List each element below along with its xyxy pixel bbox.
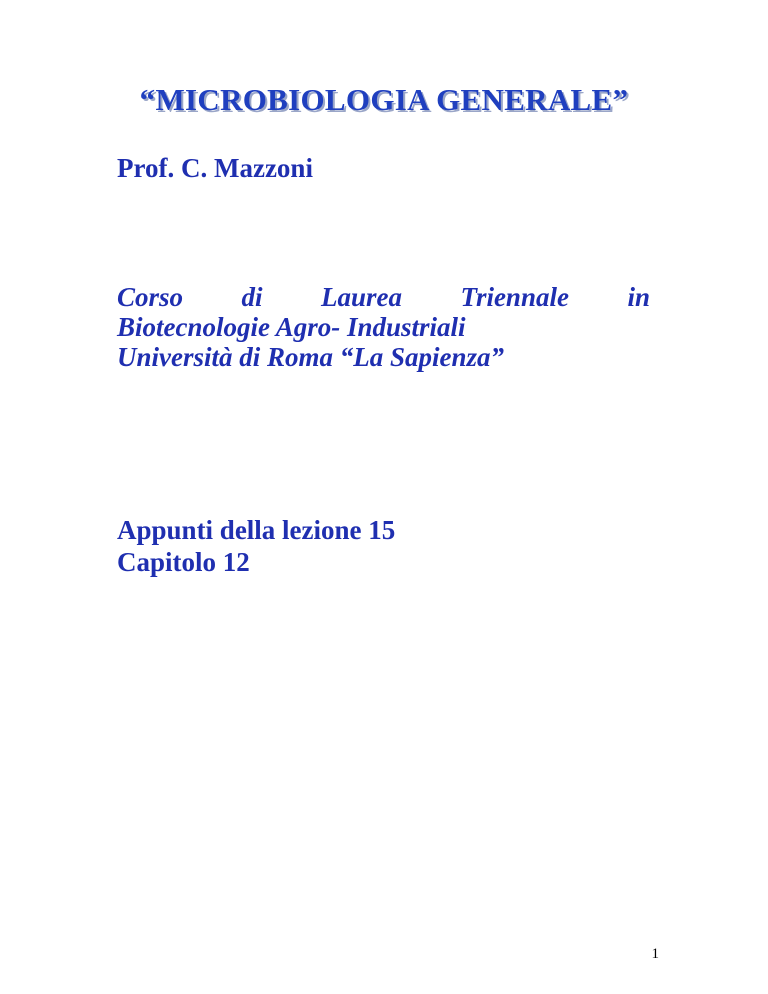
document-title: “MICROBIOLOGIA GENERALE” [139, 82, 629, 117]
page-number: 1 [651, 946, 659, 962]
course-info [117, 282, 650, 372]
course-word: di [241, 282, 263, 312]
course-line-1 [117, 282, 650, 312]
chapter-label: Capitolo 12 [117, 547, 250, 577]
course-word: Triennale [460, 282, 569, 312]
course-word: Laurea [320, 282, 402, 312]
course-line-2: Biotecnologie Agro- Industriali [117, 312, 466, 342]
course-word: Corso [117, 282, 184, 312]
course-line-3: Università di Roma “La Sapienza” [117, 342, 505, 372]
lecture-label: Appunti della lezione 15 [117, 515, 396, 545]
course-word: in [627, 282, 650, 312]
author-name: Prof. C. Mazzoni [117, 153, 313, 183]
lecture-notes-info [117, 514, 395, 578]
